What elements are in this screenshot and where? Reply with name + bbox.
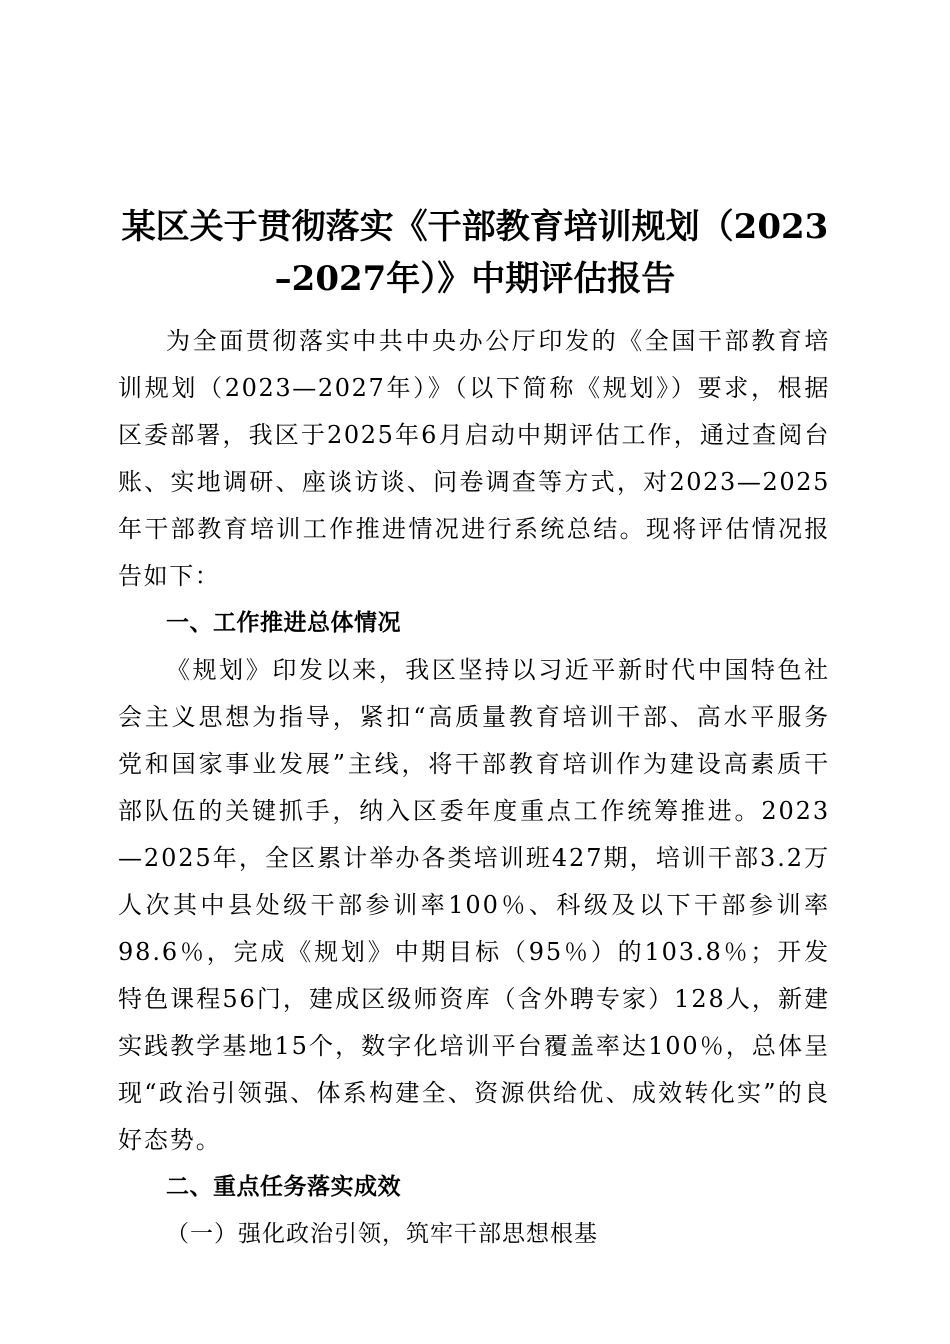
document-title [110, 201, 840, 305]
subsection-1-heading: （一）强化政治引领，筑牢干部思想根基 [166, 1221, 598, 1247]
section-2-heading: 二、重点任务落实成效 [166, 1174, 401, 1200]
section-1-heading: 一、工作推进总体情况 [166, 610, 401, 636]
document-body [118, 318, 830, 1258]
intro-paragraph: 为全面贯彻落实中共中央办公厅印发的《全国干部教育培训规划（2023—2027年）》（以下简称《规划》）要求，根据区委部署，我区于2025年6月启动中期评估工作，通过查阅台账、实地调研、座谈访谈、问卷调查等方式，对2023—2025年干部教育培训工作推进情况进行系统总结。现将评估情况报告如下： [118, 327, 830, 590]
title-line-1: 某区关于贯彻落实《干部教育培训规划（2023 [121, 206, 829, 247]
section-1-paragraph: 《规划》印发以来，我区坚持以习近平新时代中国特色社会主义思想为指导，紧扣“高质量教育培训干部、高水平服务党和国家事业发展”主线，将干部教育培训作为建设高素质干部队伍的关键抓手，纳入区委年度重点工作统筹推进。2023—2025年，全区累计举办各类培训班427期，培训干部3.2万人次其中县处级干部参训率100％、科级及以下干部参训率98.6％，完成《规划》中期目标（95％）的103.8％；开发特色课程56门，建成区级师资库（含外聘专家）128人，新建实践教学基地15个，数字化培训平台覆盖率达100％，总体呈现“政治引领强、体系构建全、资源供给优、成效转化实”的良好态势。 [118, 656, 830, 1154]
title-line-2: –2027年）》中期评估报告 [274, 258, 676, 299]
